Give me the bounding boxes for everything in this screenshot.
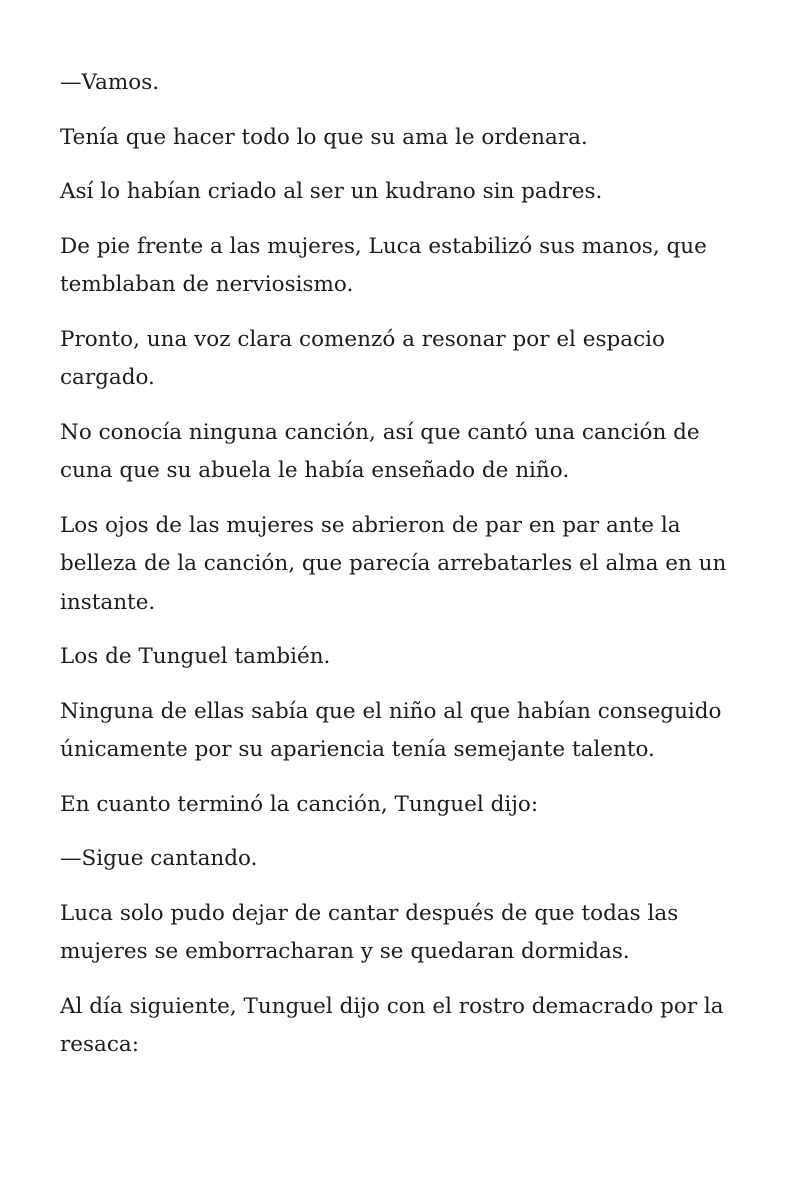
paragraph: Luca solo pudo dejar de cantar después de que todas las mujeres se emborracharan y se quedaran dormidas. [60, 900, 679, 964]
paragraph: Pronto, una voz clara comenzó a resonar por el espacio cargado. [60, 326, 665, 390]
paragraph: —Sigue cantando. [60, 846, 258, 871]
paragraph: Tenía que hacer todo lo que su ama le ordenara. [60, 124, 588, 150]
paragraph: Al día siguiente, Tunguel dijo con el rostro demacrado por la resaca: [60, 993, 724, 1057]
paragraph: No conocía ninguna canción, así que cantó una canción de cuna que su abuela le había enseñado de niño. [60, 419, 700, 483]
paragraph: Así lo habían criado al ser un kudrano sin padres. [60, 179, 603, 204]
document-body [60, 64, 750, 1081]
paragraph: Los de Tunguel también. [60, 644, 331, 669]
paragraph: Ninguna de ellas sabía que el niño al que habían conseguido únicamente por su apariencia tenía semejante talento. [60, 698, 722, 762]
paragraph: De pie frente a las mujeres, Luca estabilizó sus manos, que temblaban de nerviosismo. [60, 233, 707, 297]
paragraph: —Vamos. [60, 70, 160, 95]
paragraph: Los ojos de las mujeres se abrieron de par en par ante la belleza de la canción, que parecía arrebatarles el alma en un instante. [60, 512, 727, 615]
paragraph: En cuanto terminó la canción, Tunguel dijo: [60, 791, 539, 817]
